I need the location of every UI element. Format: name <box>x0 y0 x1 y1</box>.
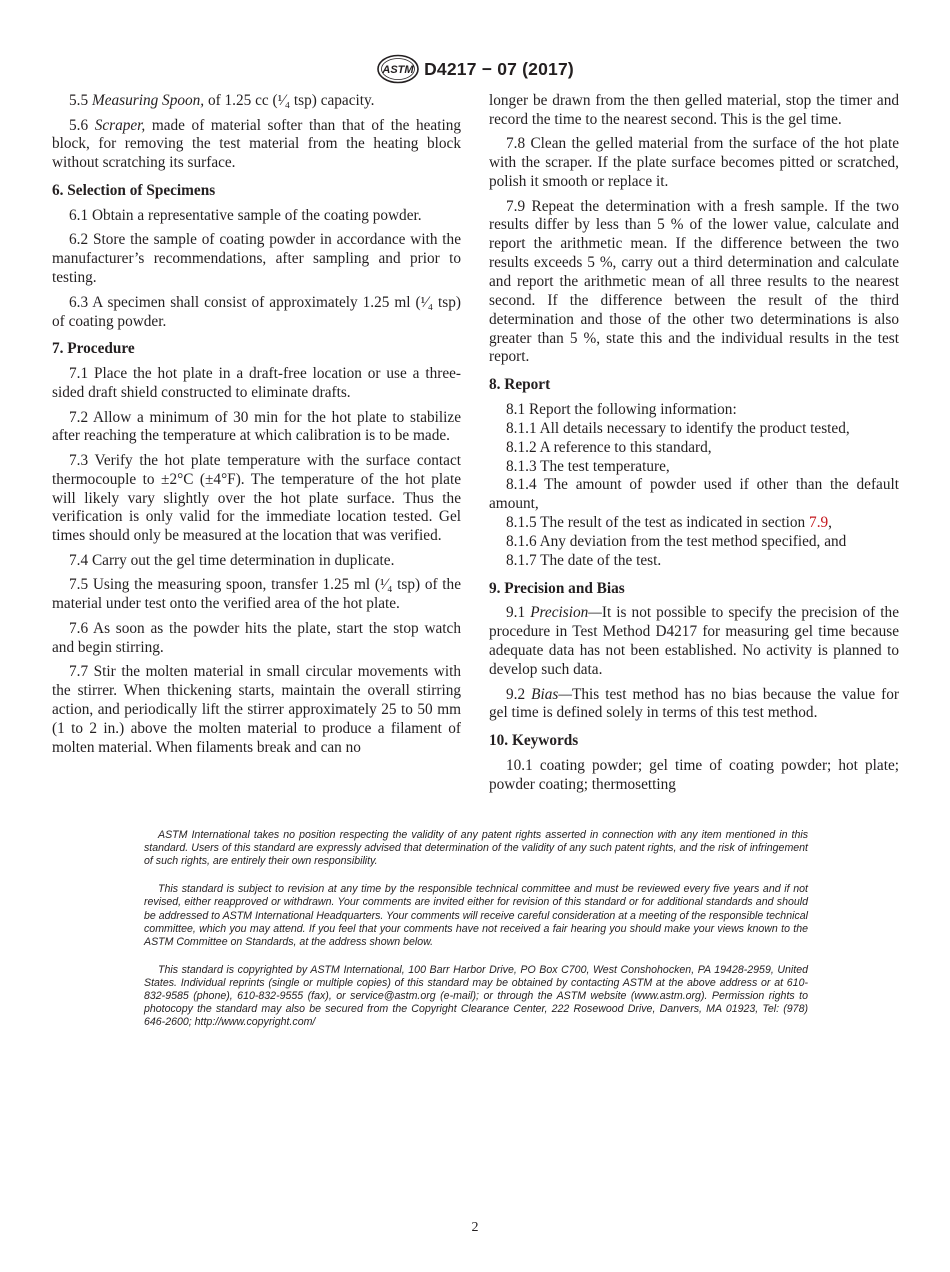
section-heading-6: 6. Selection of Specimens <box>52 182 216 200</box>
svg-text:ASTM: ASTM <box>382 64 414 76</box>
para-5-6: 5.6 Scraper, made of material softer than that of the heating block, for removing the test material from the heating block without scratching its surface. <box>52 116 461 172</box>
para-7-2: 7.2 Allow a minimum of 30 min for the hot plate to stabilize after reaching the temperature at which calibration is to be made. <box>52 408 461 445</box>
astm-logo-icon <box>376 54 420 84</box>
standard-designation: D4217 − 07 (2017) <box>424 58 574 79</box>
para-7-7-continued: longer be drawn from the then gelled material, stop the timer and record the time to the nearest second. This is the gel time. <box>489 92 899 128</box>
para-7-4: 7.4 Carry out the gel time determination in duplicate. <box>69 551 395 569</box>
page-number: 2 <box>471 1220 479 1235</box>
report-item-8-1-7: 8.1.7 The date of the test. <box>506 551 662 569</box>
para-6-1: 6.1 Obtain a representative sample of the coating powder. <box>69 206 422 224</box>
report-item-8-1: 8.1 Report the following information: <box>506 401 737 419</box>
para-7-3: 7.3 Verify the hot plate temperature with the surface contact thermocouple to ±2°C (±4°F). The temperature of the hot plate will likely vary slightly over the hot plate surface. Thus the verification is only valid for the immediate location tested. Gel times should only be measured at the location that was verified. <box>52 451 461 545</box>
page-header <box>0 54 950 84</box>
patent-notice: ASTM International takes no position respecting the validity of any patent rights asserted in connection with any item mentioned in this standard. Users of this standard are expressly advised that determination of the validity of any such patent rights, and the risk of infringement of such rights, are entirely their own responsibility. <box>144 829 808 868</box>
report-item-8-1-5: 8.1.5 The result of the test as indicated in section 7.9, <box>506 514 832 532</box>
para-7-7: 7.7 Stir the molten material in small circular movements with the stirrer. When thickening starts, maintain the overall stirring action, and periodically lift the stirrer approximately 25 to 50 mm (1 to 2 in.) above the molten material to produce a filament of molten material. When filaments break and can no <box>52 663 461 756</box>
para-9-2: 9.2 Bias—This test method has no bias because the value for gel time is defined solely in terms of this test method. <box>489 685 899 722</box>
report-item-8-1-3: 8.1.3 The test temperature, <box>506 457 670 475</box>
para-5-5: 5.5 Measuring Spoon, of 1.25 cc (¹⁄₄ tsp) capacity. <box>69 92 375 109</box>
footer-notes <box>144 829 808 1044</box>
revision-notice: This standard is subject to revision at any time by the responsible technical committee and must be reviewed every five years and if not revised, either reapproved or withdrawn. Your comments are invited either for revision of this standard or for additional standards and should be addressed to ASTM International Headquarters. Your comments will receive careful consideration at a meeting of the responsible technical committee, which you may attend. If you feel that your comments have not received a fair hearing you should make your views known to the ASTM Committee on Standards, at the address shown below. <box>144 883 808 948</box>
para-7-8: 7.8 Clean the gelled material from the surface of the hot plate with the scraper. If the plate surface becomes pitted or scratched, polish it smooth or replace it. <box>489 135 899 191</box>
section-7-9-link[interactable]: 7.9 <box>809 514 829 532</box>
section-heading-7: 7. Procedure <box>52 340 135 358</box>
report-item-8-1-1: 8.1.1 All details necessary to identify the product tested, <box>506 419 850 437</box>
para-7-9: 7.9 Repeat the determination with a fresh sample. If the two results differ by less than 5 % of the lower value, calculate and report the arithmetic mean. If the difference between the two results exceeds 5 %, carry out a third determination and calculate and report the arithmetic mean of all three results to the nearest second. If the difference between the result of the third determination and those of the other two determinations is also greater than 5 %, state this and the individual results in the test report. <box>489 197 899 366</box>
report-item-8-1-2: 8.1.2 A reference to this standard, <box>506 438 712 456</box>
copyright-notice: This standard is copyrighted by ASTM International, 100 Barr Harbor Drive, PO Box C700, West Conshohocken, PA 19428-2959, United States. Individual reprints (single or multiple copies) of this standard may be obtained by contacting ASTM at the above address or at 610-832-9585 (phone), 610-832-9555 (fax), or service@astm.org (e-mail); or through the ASTM website (www.astm.org). Permission rights to photocopy the standard may also be secured from the Copyright Clearance Center, 222 Rosewood Drive, Danvers, MA 01923, Tel: (978) 646-2600; http://www.copyright.com/ <box>144 963 808 1029</box>
section-heading-10: 10. Keywords <box>489 732 579 750</box>
left-column <box>52 92 461 763</box>
report-item-8-1-6: 8.1.6 Any deviation from the test method specified, and <box>506 532 847 550</box>
para-7-1: 7.1 Place the hot plate in a draft-free location or use a three-sided draft shield constructed to eliminate drafts. <box>52 365 461 402</box>
report-item-8-1-4: 8.1.4 The amount of powder used if other than the default amount, <box>489 476 899 513</box>
para-7-5: 7.5 Using the measuring spoon, transfer 1.25 ml (¹⁄₄ tsp) of the material under test onto the verified area of the hot plate. <box>52 576 461 613</box>
para-6-3: 6.3 A specimen shall consist of approximately 1.25 ml (¹⁄₄ tsp) of coating powder. <box>52 293 461 330</box>
section-heading-9: 9. Precision and Bias <box>489 579 625 597</box>
para-6-2: 6.2 Store the sample of coating powder in accordance with the manufacturer’s recommendations, after sampling and prior to testing. <box>52 231 461 287</box>
right-column <box>489 92 899 800</box>
section-heading-8: 8. Report <box>489 376 551 394</box>
para-10-1: 10.1 coating powder; gel time of coating powder; hot plate; powder coating; thermosetting <box>489 757 899 793</box>
para-9-1: 9.1 Precision—It is not possible to specify the precision of the procedure in Test Method D4217 for measuring gel time because adequate data has not been established. No activity is planned to develop such data. <box>489 604 899 678</box>
para-7-6: 7.6 As soon as the powder hits the plate, start the stop watch and begin stirring. <box>52 619 461 656</box>
